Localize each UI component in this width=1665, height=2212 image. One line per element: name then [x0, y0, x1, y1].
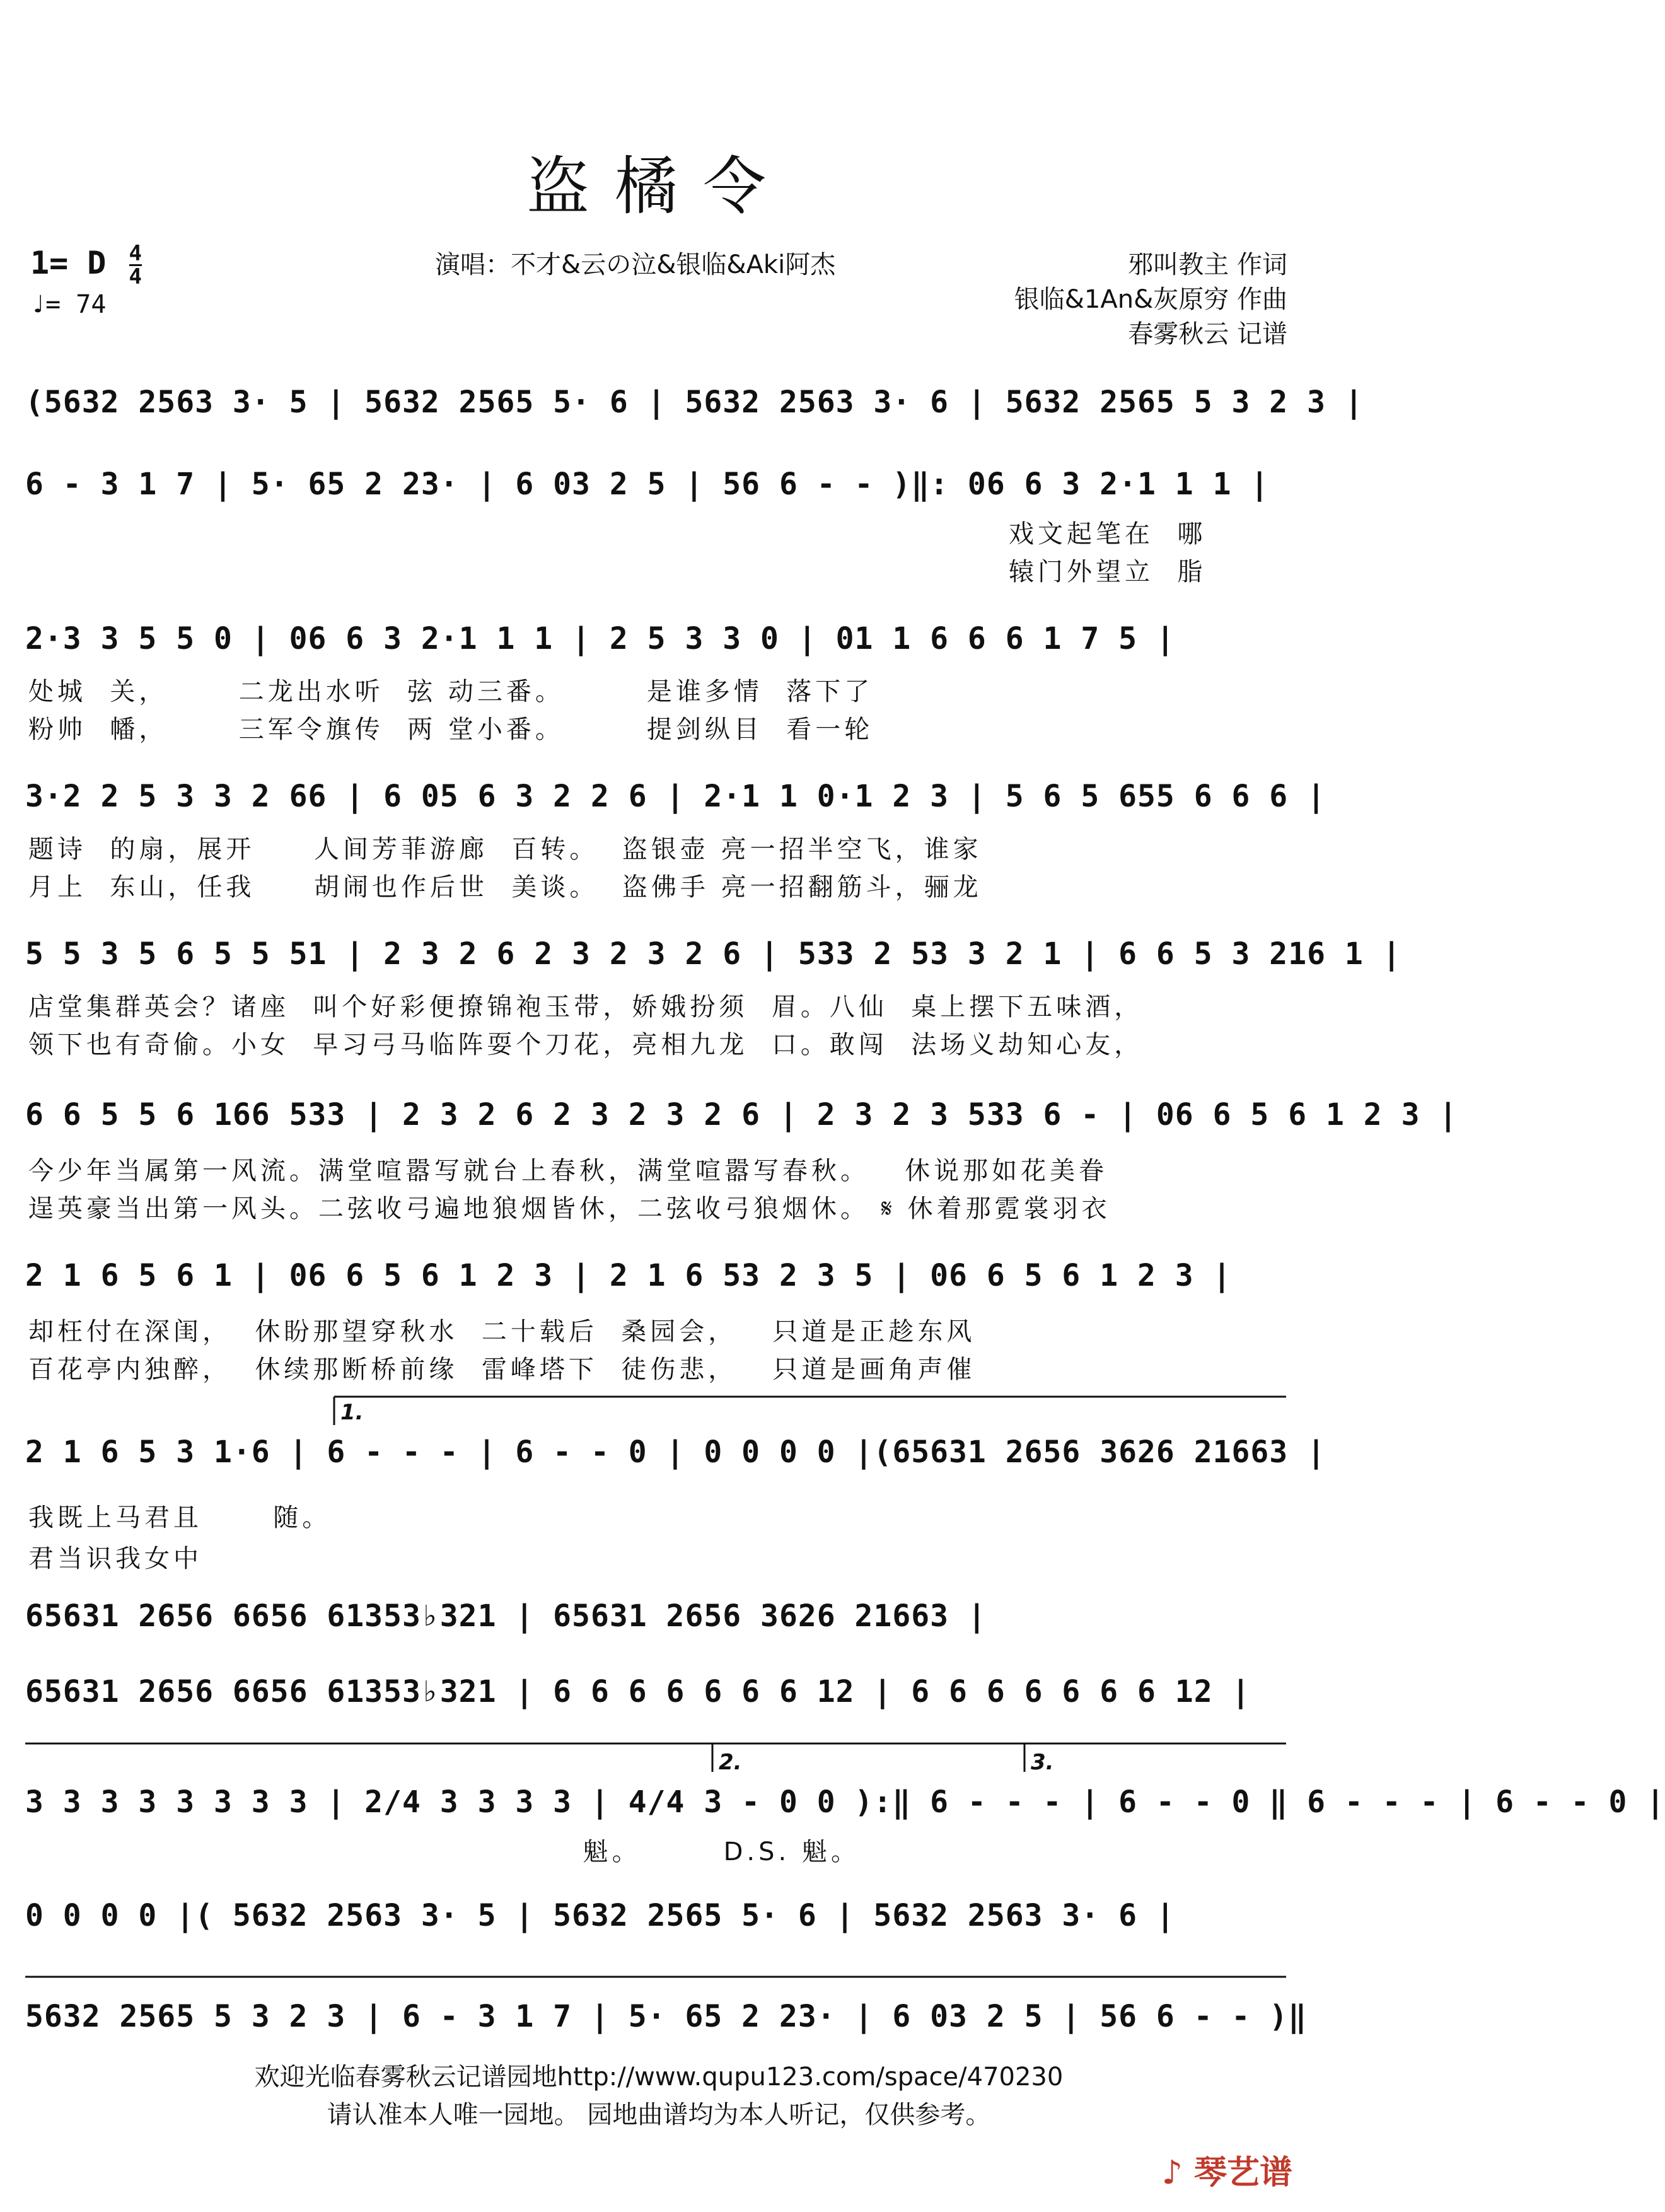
lyric-row-2b: 辕门外望立 脂 [1009, 557, 1207, 586]
time-bottom: 4 [129, 264, 142, 289]
score-row-3: 2·3 3 5 5 0 | 06 6 3 2·1 1 1 | 2 5 3 3 0 | 01 1 6 6 6 1 7 5 | [25, 621, 1175, 656]
lyric-row-11: 魁。 D.S. 魁。 [28, 1837, 860, 1866]
lyric-row-7b: 百花亭内独醉， 休续那断桥前缘 雷峰塔下 徒伤悲， 只道是画角声催 [28, 1355, 976, 1384]
footer-line-1: 欢迎光临春雾秋云记谱园地http://www.qupu123.com/space/470230 [254, 2063, 1064, 2092]
lyric-row-2a: 戏文起笔在 哪 [1009, 520, 1207, 549]
score-row-6: 6 6 5 5 6 166 533 | 2 3 2 6 2 3 2 3 2 6 | 2 3 2 3 533 6 - | 06 6 5 6 1 2 3 | [25, 1097, 1458, 1132]
key-label: 1= D [30, 245, 107, 281]
lyric-row-8a: 我既上马君且 随。 [28, 1503, 332, 1532]
lyric-row-4b: 月上 东山，任我 胡闹也作后世 美谈。 盗佛手 亮一招翻筋斗，骊龙 [28, 873, 982, 902]
score-row-5: 5 5 3 5 6 5 5 51 | 2 3 2 6 2 3 2 3 2 6 | 533 2 53 3 2 1 | 6 6 5 3 216 1 | [25, 936, 1401, 972]
tempo: ♩= 74 [30, 290, 107, 319]
lyric-row-6b: 逞英豪当出第一风头。二弦收弓遍地狼烟皆休，二弦收弓狼烟休。 𝄋 休着那霓裳羽衣 [28, 1194, 1111, 1223]
score-row-2: 6 - 3 1 7 | 5· 65 2 23· | 6 03 2 5 | 56 6 - - )‖: 06 6 3 2·1 1 1 | [25, 467, 1270, 502]
score-row-13: 5632 2565 5 3 2 3 | 6 - 3 1 7 | 5· 65 2 23· | 6 03 2 5 | 56 6 - - )‖ [25, 1999, 1308, 2034]
song-title: 盗橘令 [526, 149, 791, 223]
volta-1-label: 1. [340, 1400, 364, 1425]
score-row-11: 3 3 3 3 3 3 3 3 | 2/4 3 3 3 3 | 4/4 3 - 0 0 ):‖ 6 - - - | 6 - - 0 ‖ 6 - - - | 6 - - 0 | [25, 1784, 1665, 1820]
singers: 演唱：不才&云の泣&银临&Aki阿杰 [435, 250, 836, 279]
credit-transcriber: 春雾秋云 记谱 [1128, 320, 1287, 349]
volta-3-label: 3. [1031, 1750, 1054, 1775]
score-row-4: 3·2 2 5 3 3 2 66 | 6 05 6 3 2 2 6 | 2·1 1 0·1 2 3 | 5 6 5 655 6 6 6 | [25, 779, 1326, 814]
time-top: 4 [129, 241, 142, 266]
lyric-row-3b: 粉帅 幡， 三军令旗传 两 堂小番。 提剑纵目 看一轮 [28, 715, 874, 744]
score-row-8: 2 1 6 5 3 1·6 | 6 - - - | 6 - - 0 | 0 0 0 0 |(65631 2656 3626 21663 | [25, 1435, 1326, 1470]
volta-2-label: 2. [719, 1750, 742, 1775]
lyric-row-5a: 店堂集群英会？诸座 叫个好彩便撩锦袍玉带，娇娥扮须 眉。八仙 桌上摆下五味酒， [28, 992, 1144, 1022]
footer-line-2: 请认准本人唯一园地。 园地曲谱均为本人听记，仅供参考。 [327, 2100, 991, 2129]
score-row-1: (5632 2563 3· 5 | 5632 2565 5· 6 | 5632 2563 3· 6 | 5632 2565 5 3 2 3 | [25, 385, 1364, 420]
score-row-9: 65631 2656 6656 61353♭321 | 65631 2656 3626 21663 | [25, 1598, 987, 1634]
lyric-row-5b: 领下也有奇偷。小女 早习弓马临阵耍个刀花，亮相九龙 口。敢闯 法场义劫知心友， [28, 1030, 1144, 1059]
score-row-12: 0 0 0 0 |( 5632 2563 3· 5 | 5632 2565 5· 6 | 5632 2563 3· 6 | [25, 1898, 1175, 1933]
lyric-row-3a: 处城 关， 二龙出水听 弦 动三番。 是谁多情 落下了 [28, 677, 874, 706]
score-row-7: 2 1 6 5 6 1 | 06 6 5 6 1 2 3 | 2 1 6 53 2 3 5 | 06 6 5 6 1 2 3 | [25, 1258, 1232, 1293]
site-logo [1162, 2146, 1292, 2193]
logo-mark-icon: ♪ [1161, 2154, 1183, 2192]
score-row-10: 65631 2656 6656 61353♭321 | 6 6 6 6 6 6 6 12 | 6 6 6 6 6 6 6 12 | [25, 1674, 1251, 1709]
lyric-row-8b: 君当识我女中 [28, 1544, 202, 1573]
lyric-row-4a: 题诗 的扇，展开 人间芳菲游廊 百转。 盗银壶 亮一招半空飞，谁家 [28, 835, 982, 864]
lyric-row-7a: 却枉付在深闺， 休盼那望穿秋水 二十载后 桑园会， 只道是正趁东风 [28, 1317, 976, 1346]
credit-lyricist: 邪叫教主 作词 [1128, 250, 1287, 279]
logo-text: 琴艺谱 [1193, 2154, 1292, 2192]
lyric-row-6a: 今少年当属第一风流。满堂喧嚣写就台上春秋，满堂喧嚣写春秋。 休说那如花美眷 [28, 1156, 1108, 1185]
credit-composer: 银临&1An&灰原穷 作曲 [1014, 285, 1287, 314]
